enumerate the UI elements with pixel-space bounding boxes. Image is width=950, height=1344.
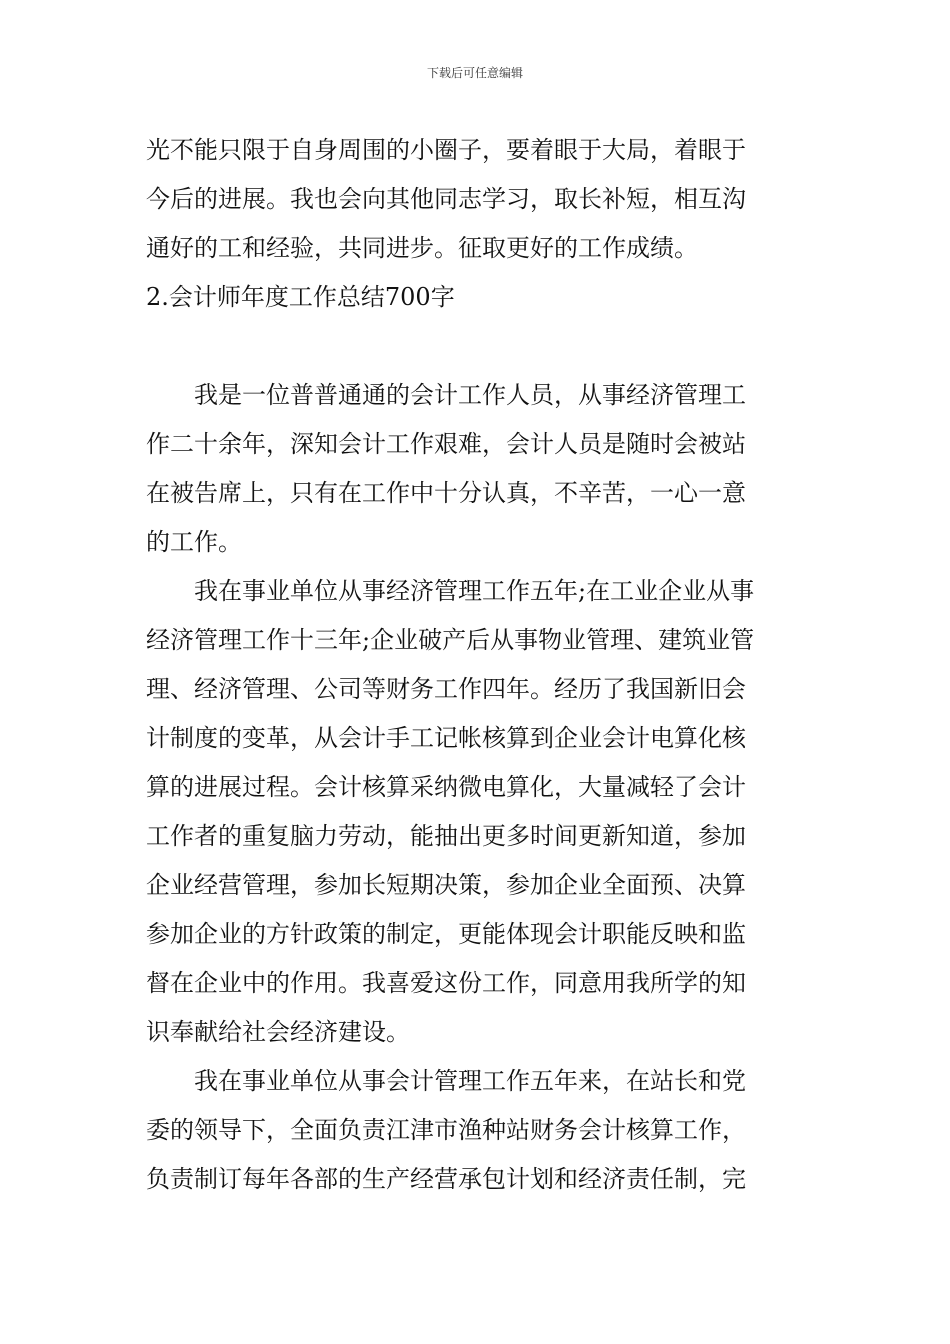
text-line: 算的进展过程。会计核算采纳微电算化，大量减轻了会计 xyxy=(146,773,746,801)
text-line: 经济管理工作十三年;企业破产后从事物业管理、建筑业管 xyxy=(146,626,755,654)
document-body xyxy=(146,126,808,1204)
text-line: 在被告席上，只有在工作中十分认真，不辛苦，一心一意 xyxy=(146,479,746,507)
text-line: 今后的进展。我也会向其他同志学习，取长补短，相互沟 xyxy=(146,185,746,213)
page-header: 下载后可任意编辑 xyxy=(426,66,523,80)
text-line: 负责制订每年各部的生产经营承包计划和经济责任制，完 xyxy=(146,1165,746,1193)
text-line: 光不能只限于自身周围的小圈子，要着眼于大局，着眼于 xyxy=(146,136,746,164)
text-line: 我在事业单位从事经济管理工作五年;在工业企业从事 xyxy=(194,577,755,605)
text-line: 督在企业中的作用。我喜爱这份工作，同意用我所学的知 xyxy=(146,969,746,997)
blank-line xyxy=(146,322,808,371)
text-line: 参加企业的方针政策的制定，更能体现会计职能反映和监 xyxy=(146,920,746,948)
text-line: 通好的工和经验，共同进步。征取更好的工作成绩。 xyxy=(146,234,698,262)
text-line: 我在事业单位从事会计管理工作五年来，在站长和党 xyxy=(194,1067,746,1095)
text-line: 计制度的变革，从会计手工记帐核算到企业会计电算化核 xyxy=(146,724,746,752)
text-line: 识奉献给社会经济建设。 xyxy=(146,1018,410,1046)
text-line: 理、经济管理、公司等财务工作四年。经历了我国新旧会 xyxy=(146,675,746,703)
text-line: 委的领导下，全面负责江津市渔种站财务会计核算工作， xyxy=(146,1116,746,1144)
text-line: 企业经营管理，参加长短期决策，参加企业全面预、决算 xyxy=(146,871,746,899)
text-line: 我是一位普普通通的会计工作人员，从事经济管理工 xyxy=(194,381,746,409)
text-line: 作二十余年，深知会计工作艰难，会计人员是随时会被站 xyxy=(146,430,746,458)
section-heading: 2.会计师年度工作总结700字 xyxy=(146,283,455,311)
text-line: 工作者的重复脑力劳动，能抽出更多时间更新知道，参加 xyxy=(146,822,746,850)
text-line: 的工作。 xyxy=(146,528,242,556)
